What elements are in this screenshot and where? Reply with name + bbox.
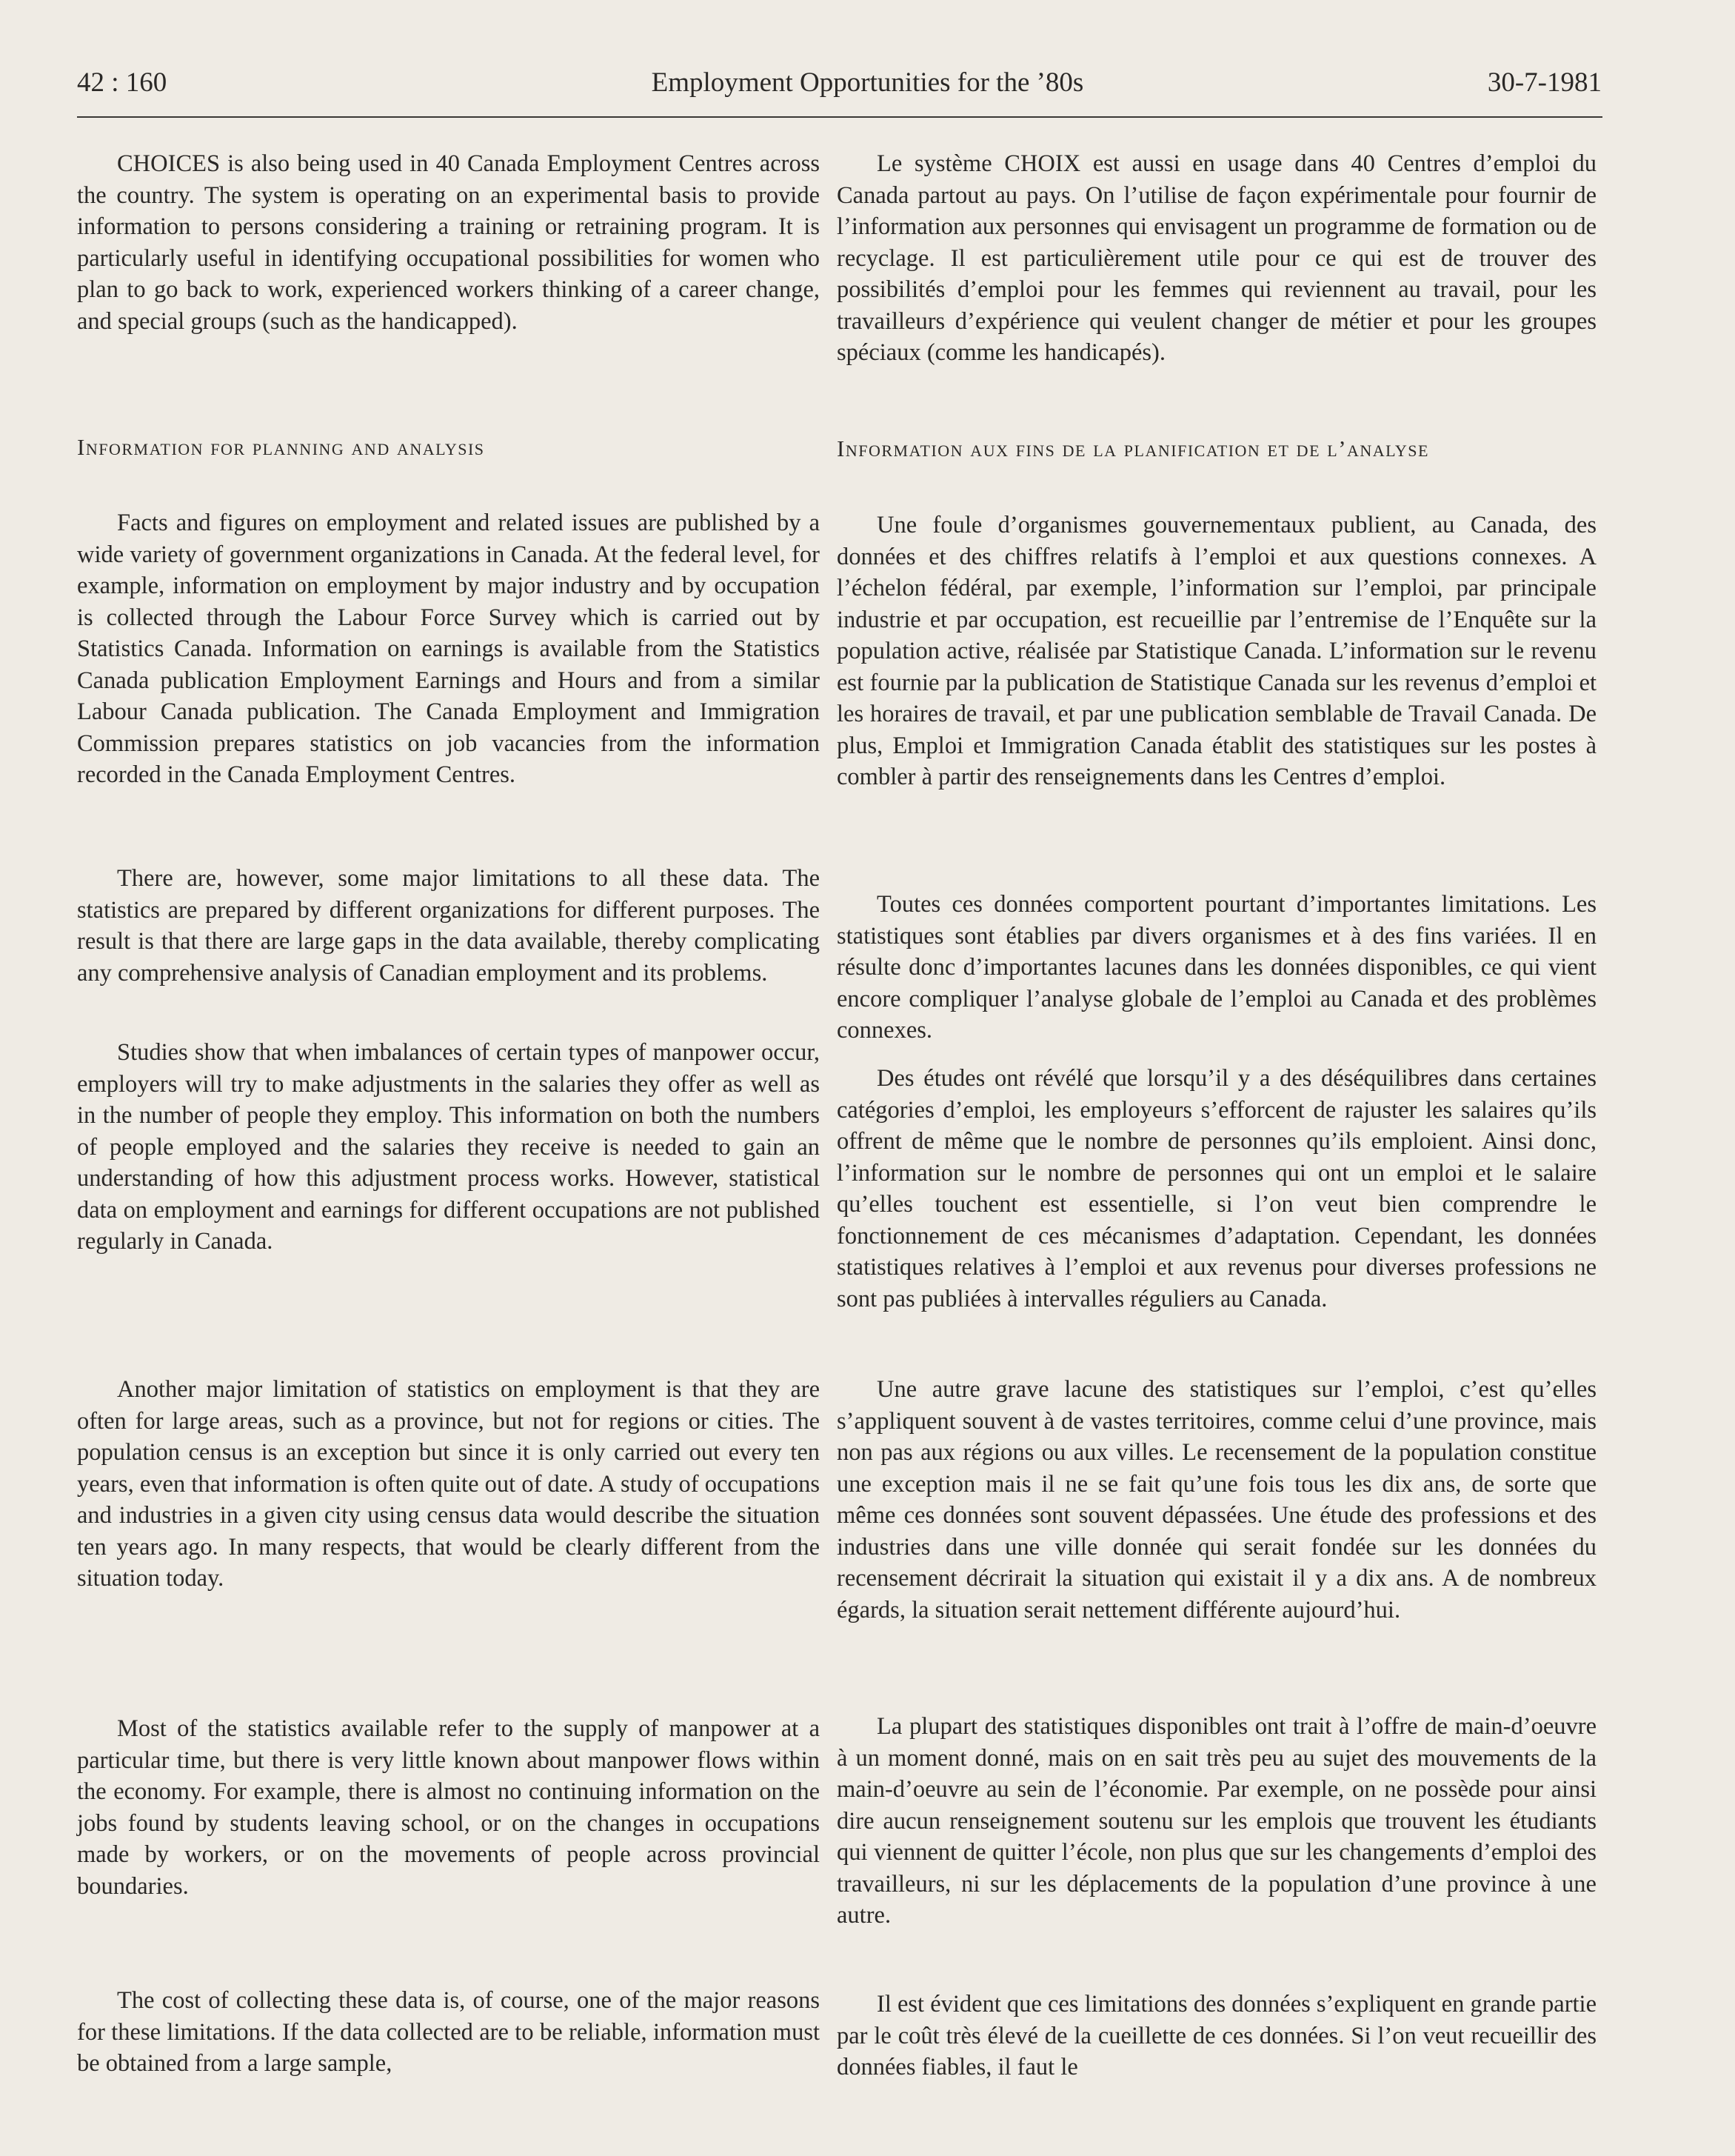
- fr-paragraph-4: Des études ont révélé que lorsqu’il y a des déséquilibres dans certaines catégories d’emploi, les employeurs s’efforcent de rajuster les salaires qu’ils offrent de même que le nombre de personnes qu’ils emploient. Ainsi donc, l’information sur le nombre de personnes qui ont un emploi et le salaire qu’elles touchent est essentielle, si l’on veut bien comprendre le fonctionnement de ces mécanismes d’adaptation. Cependant, les données statistiques relatives à l’emploi et aux revenus pour diverses professions ne sont pas publiées à intervalles réguliers au Canada.: [837, 1065, 1597, 1312]
- en-paragraph-4: Studies show that when imbalances of certain types of manpower occur, employers will try to make adjustments in the salaries they offer as well as in the number of people they employ. This information on both the numbers of people employed and the salaries they receive is needed to gain an understanding of how this adjustment process works. However, statistical data on employment and earnings for different occupations are not published regularly in Canada.: [77, 1039, 820, 1255]
- fr-paragraph-5: Une autre grave lacune des statistiques sur l’emploi, c’est qu’elles s’appliquent souvent à de vastes territoires, comme celui d’une province, mais non pas aux régions ou aux villes. Le recensement de la population constitue une exception mais il ne se fait qu’une fois tous les dix ans, de sorte que même ces données sont souvent dépassées. Une étude des professions et des industries dans une ville donnée qui serait fondée sur les données du recensement décrirait la situation qui existait il y a dix ans. A de nombreux égards, la situation serait nettement différente aujourd’hui.: [837, 1376, 1597, 1623]
- fr-paragraph-3: Toutes ces données comportent pourtant d’importantes limitations. Les statistiques sont établies par divers organismes et à des fins variées. Il en résulte donc d’importantes lacunes dans les données disponibles, ce qui vient encore compliquer l’analyse globale de l’emploi au Canada et des problèmes connexes.: [837, 891, 1597, 1044]
- fr-section-heading: Information aux fins de la planification et de l’analyse: [837, 435, 1429, 461]
- fr-paragraph-6: La plupart des statistiques disponibles ont trait à l’offre de main-d’oeuvre à un moment donné, mais on en sait très peu au sujet des mouvements de la main-d’oeuvre au sein de l’économie. Par exemple, on ne possède pour ainsi dire aucun renseignement soutenu sur les emplois que trouvent les étudiants qui viennent de quitter l’école, non plus que sur les changements d’emploi des travailleurs, ni sur les déplacements de la population d’une province à une autre.: [837, 1713, 1597, 1929]
- en-paragraph-7: The cost of collecting these data is, of course, one of the major reasons for these limitations. If the data collected are to be reliable, information must be obtained from a large sample,: [77, 1987, 820, 2077]
- en-paragraph-6: Most of the statistics available refer to the supply of manpower at a particular time, but there is very little known about manpower flows within the economy. For example, there is almost no continuing information on the jobs found by students leaving school, or on the changes in occupations made by workers, or on the movements of people across provincial boundaries.: [77, 1715, 820, 1900]
- fr-paragraph-1: Le système CHOIX est aussi en usage dans 40 Centres d’emploi du Canada partout au pays. On l’utilise de façon expérimentale pour fournir de l’information aux personnes qui envisagent un programme de formation ou de recyclage. Il est particulièrement utile pour ce qui est de trouver des possibilités d’emploi pour les femmes qui reviennent au travail, pour les travailleurs d’expérience qui veulent changer de métier et pour les groupes spéciaux (comme les handicapés).: [837, 150, 1597, 366]
- fr-paragraph-7: Il est évident que ces limitations des données s’expliquent en grande partie par le coût très élevé de la cueillette de ces données. Si l’on veut recueillir des données fiables, il faut le: [837, 1991, 1597, 2080]
- page-number: 42 : 160: [77, 67, 167, 98]
- en-paragraph-2: Facts and figures on employment and related issues are published by a wide variety of government organizations in Canada. At the federal level, for example, information on employment by major industry and by occupation is collected through the Labour Force Survey which is carried out by Statistics Canada. Information on earnings is available from the Statistics Canada publication Employment Earnings and Hours and from a similar Labour Canada publication. The Canada Employment and Immigration Commission prepares statistics on job vacancies from the information recorded in the Canada Employment Centres.: [77, 510, 820, 788]
- header-date: 30-7-1981: [1487, 67, 1602, 98]
- header-rule: [77, 116, 1602, 118]
- running-title: Employment Opportunities for the ’80s: [651, 67, 1084, 98]
- en-paragraph-5: Another major limitation of statistics on employment is that they are often for large areas, such as a province, but not for regions or cities. The population census is an exception but since it is only carried out every ten years, even that information is often quite out of date. A study of occupations and industries in a given city using census data would describe the situation ten years ago. In many respects, that would be clearly different from the situation today.: [77, 1376, 820, 1592]
- fr-paragraph-2: Une foule d’organismes gouvernementaux publient, au Canada, des données et des chiffres relatifs à l’emploi et aux questions connexes. A l’échelon fédéral, par exemple, l’information sur l’emploi, par principale industrie et par occupation, est recueillie par l’entremise de l’Enquête sur la population active, réalisée par Statistique Canada. L’information sur le revenu est fournie par la publication de Statistique Canada sur les revenus d’emploi et les horaires de travail, et par une publication semblable de Travail Canada. De plus, Emploi et Immigration Canada établit des statistiques sur les postes à combler à partir des renseignements dans les Centres d’emploi.: [837, 512, 1597, 790]
- en-section-heading: Information for planning and analysis: [77, 434, 485, 460]
- en-paragraph-3: There are, however, some major limitations to all these data. The statistics are prepared by different organizations for different purposes. The result is that there are large gaps in the data available, thereby complicating any comprehensive analysis of Canadian employment and its problems.: [77, 865, 820, 987]
- en-paragraph-1: CHOICES is also being used in 40 Canada Employment Centres across the country. The system is operating on an experimental basis to provide information to persons considering a training or retraining program. It is particularly useful in identifying occupational possibilities for women who plan to go back to work, experienced workers thinking of a career change, and special groups (such as the handicapped).: [77, 150, 820, 335]
